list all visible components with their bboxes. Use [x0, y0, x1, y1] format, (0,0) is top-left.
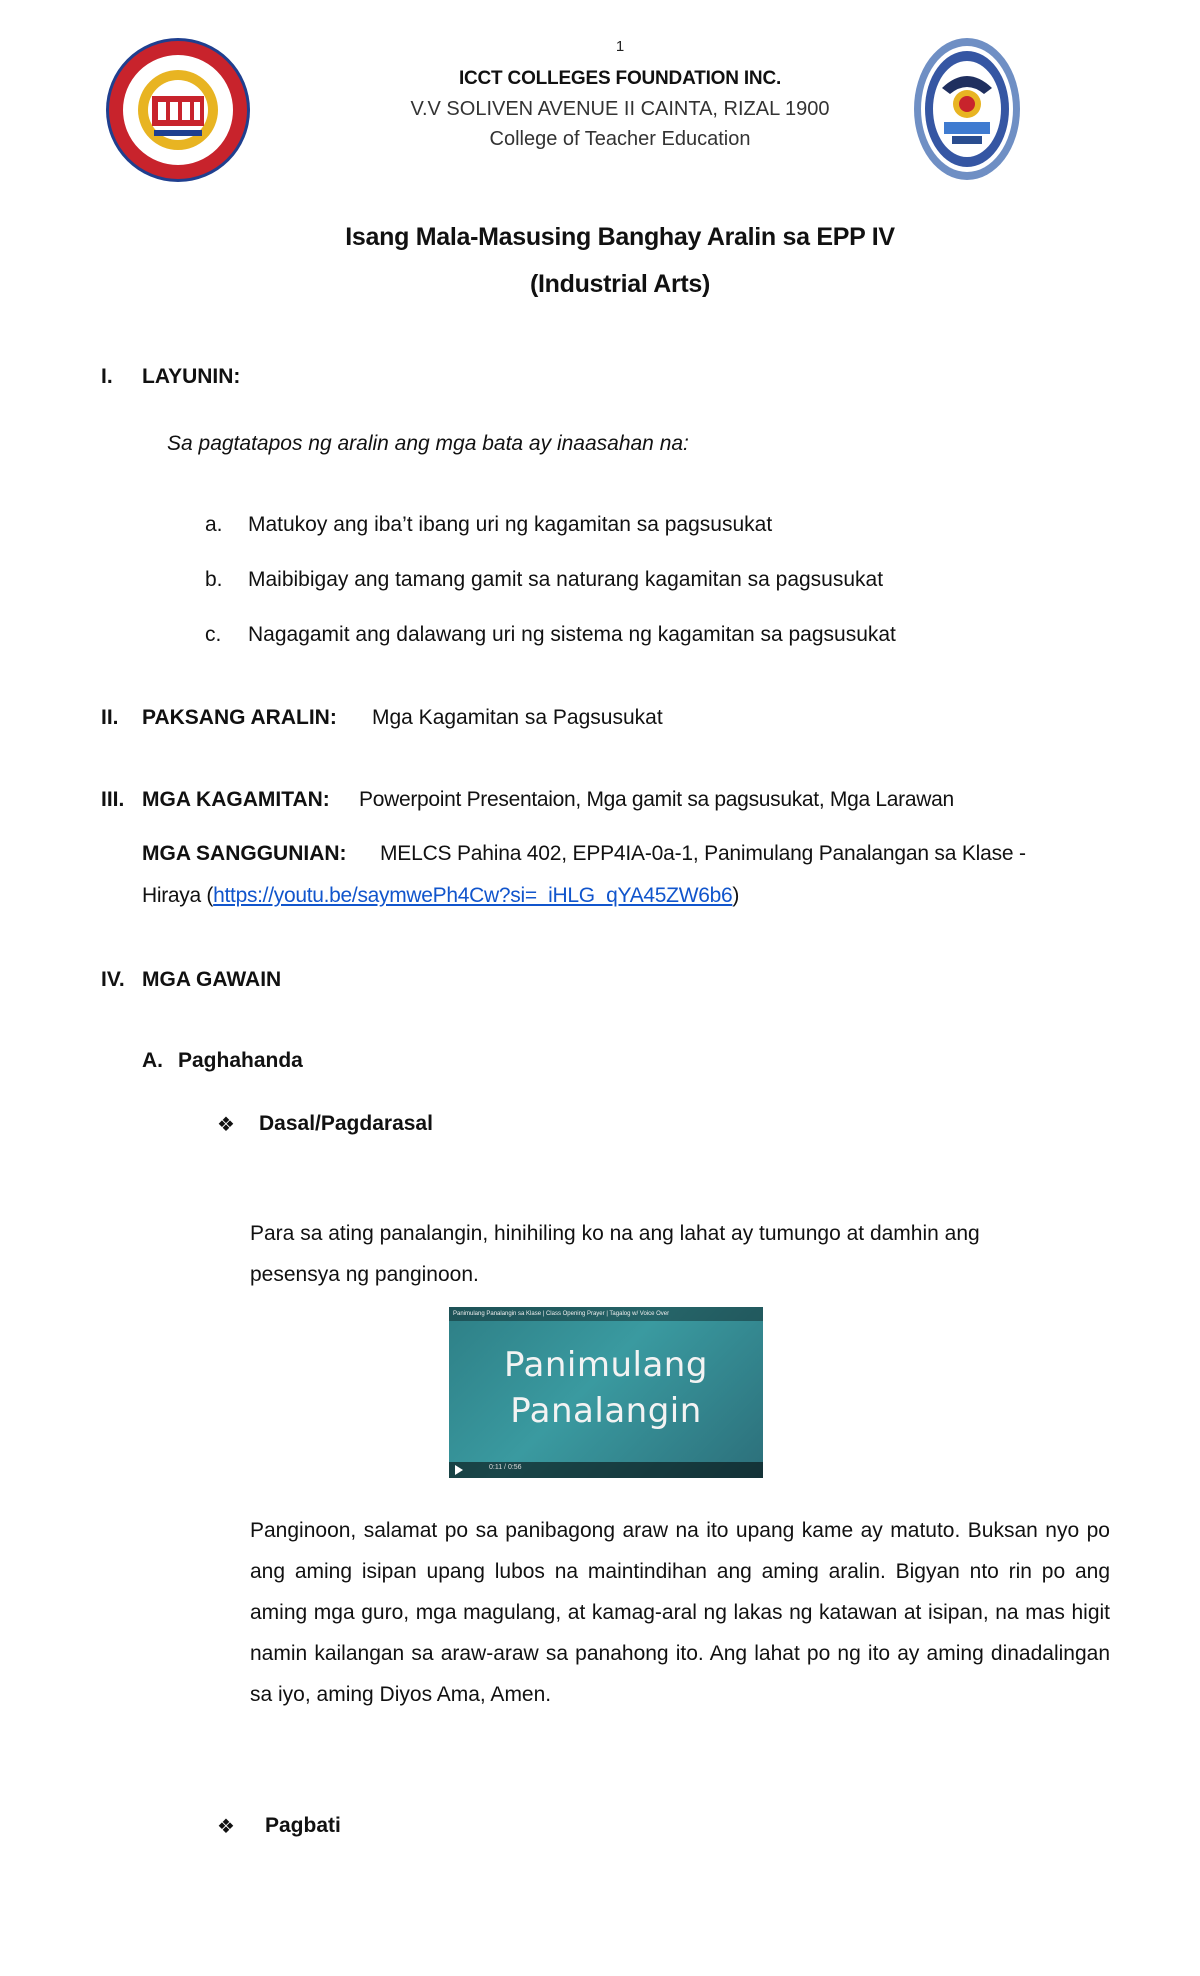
lesson-title: Isang Mala-Masusing Banghay Aralin sa EPP IV: [345, 223, 895, 251]
video-thumbnail[interactable]: [449, 1307, 763, 1478]
icct-logo: [104, 36, 252, 184]
prayer-text: Panginoon, salamat po sa panibagong araw na ito upang kame ay matuto. Buksan nyo po ang aming isipan upang lubos na maintindihan ang aming aralin. Bigyan nto rin po ang aming mga guro, mga magulang, at kamag-aral ng lakas ng katawan at isipan, na mas higit namin kailangan sa araw-araw sa panahong ito. Ang lahat po ng ito ay aming dinadalingan sa iyo, aming Diyos Ama, Amen.: [250, 1519, 1110, 1706]
references-heading: MGA SANGGUNIAN:: [142, 842, 347, 865]
bullet-heading-pagbati: Pagbati: [265, 1814, 341, 1837]
section-heading-mga-gawain: MGA GAWAIN: [142, 968, 282, 991]
video-controls: [449, 1462, 763, 1478]
section-heading-mga-kagamitan: MGA KAGAMITAN:: [142, 788, 330, 811]
materials-text: Powerpoint Presentaion, Mga gamit sa pagsusukat, Mga Larawan: [359, 788, 954, 811]
objective-label-c: c.: [205, 623, 222, 646]
references-text-line1: MELCS Pahina 402, EPP4IA-0a-1, Panimulang Panalangan sa Klase -: [380, 842, 1026, 865]
video-title-line2: Panalangin: [510, 1391, 702, 1431]
play-icon[interactable]: [455, 1465, 463, 1475]
prayer-intro: Para sa ating panalangin, hinihiling ko na ang lahat ay tumungo at damhin ang pesensya ng panginoon.: [250, 1222, 980, 1286]
section-heading-paksang-aralin: PAKSANG ARALIN:: [142, 706, 337, 729]
diamond-bullet-icon: ❖: [217, 1114, 235, 1136]
subsection-number-a: A.: [142, 1049, 163, 1072]
objectives-intro: Sa pagtatapos ng aralin ang mga bata ay inaasahan na:: [167, 432, 689, 455]
references-suffix: ): [732, 884, 740, 907]
college-name: College of Teacher Education: [489, 128, 751, 150]
lesson-subtitle: (Industrial Arts): [529, 270, 711, 298]
org-name: ICCT COLLEGES FOUNDATION INC.: [458, 68, 782, 89]
video-title-line1: Panimulang: [504, 1345, 708, 1385]
cte-logo: [912, 36, 1022, 182]
video-caption: Panimulang Panalangin sa Klase | Class Opening Prayer | Tagalog w/ Voice Over: [449, 1307, 763, 1321]
org-address: V.V SOLIVEN AVENUE II CAINTA, RIZAL 1900: [410, 98, 830, 120]
video-time: 0:11 / 0:56: [489, 1464, 522, 1471]
objective-text-a: Matukoy ang iba’t ibang uri ng kagamitan sa pagsusukat: [248, 513, 773, 536]
objective-text-c: Nagagamit ang dalawang uri ng sistema ng kagamitan sa pagsusukat: [248, 623, 896, 646]
section-number-i: I.: [101, 365, 113, 388]
bullet-heading-dasal: Dasal/Pagdarasal: [259, 1112, 433, 1135]
section-number-iv: IV.: [101, 968, 125, 991]
subsection-heading-paghahanda: Paghahanda: [178, 1049, 303, 1072]
topic-text: Mga Kagamitan sa Pagsusukat: [372, 706, 663, 729]
references-line2: [142, 884, 739, 908]
objective-text-b: Maibibigay ang tamang gamit sa naturang kagamitan sa pagsusukat: [248, 568, 884, 591]
objective-label-b: b.: [205, 568, 223, 591]
diamond-bullet-icon: ❖: [217, 1816, 235, 1838]
section-heading-layunin: LAYUNIN:: [142, 365, 241, 388]
section-number-iii: III.: [101, 788, 125, 811]
page-number: 1: [615, 38, 625, 55]
references-prefix: Hiraya (: [142, 884, 214, 907]
section-number-ii: II.: [101, 706, 119, 729]
video-reference-link[interactable]: https://youtu.be/saymwePh4Cw?si=_iHLG_qYA45ZW6b6: [213, 884, 733, 907]
objective-label-a: a.: [205, 513, 223, 536]
